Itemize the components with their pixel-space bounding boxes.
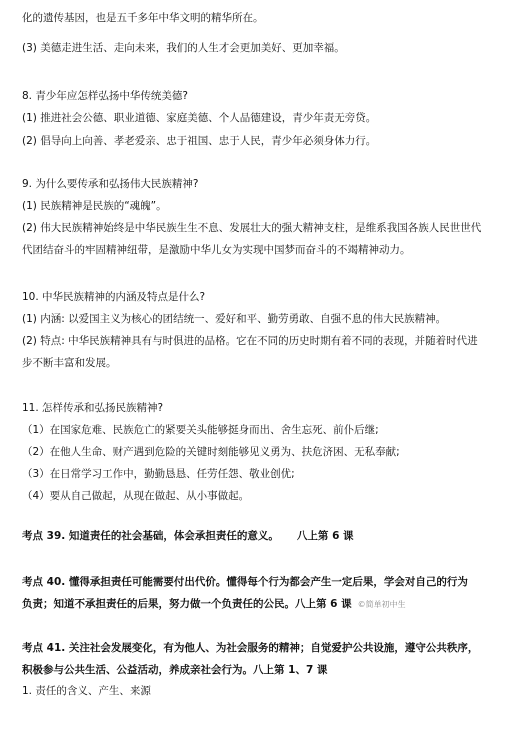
text-line: (3) 美德走进生活、走向未来，我们的人生才会更加美好、更加幸福。 bbox=[22, 42, 345, 54]
answer-9-2: (2) 伟大民族精神始终是中华民族生生不息、发展壮大的强大精神支柱，是维系我国各族人民世世代 bbox=[22, 222, 482, 234]
exam-point-41: 考点 41. 关注社会发展变化，有为他人、为社会服务的精神；自觉爱护公共设施，遵守公共秩序， bbox=[22, 642, 479, 654]
subheading-responsibility: 1. 责任的含义、产生、来源 bbox=[22, 685, 151, 697]
watermark: ©简单初中生 bbox=[357, 600, 406, 609]
text-line: 化的遗传基因，也是五千多年中华文明的精华所在。 bbox=[22, 12, 264, 24]
exam-point-40-text: 负责；知道不承担责任的后果，努力做一个负责任的公民。八上第 6 课 bbox=[22, 598, 352, 610]
answer-11-3: （3）在日常学习工作中，勤勤恳恳、任劳任怨、敬业创优; bbox=[22, 468, 295, 480]
answer-9-1: (1) 民族精神是民族的“魂魄”。 bbox=[22, 200, 167, 212]
exam-point-39-text: 考点 39. 知道责任的社会基础，体会承担责任的意义。 bbox=[22, 530, 279, 542]
exam-point-41-cont: 积极参与公共生活、公益活动，养成亲社会行为。八上第 1、7 课 bbox=[22, 664, 328, 676]
answer-9-2-cont: 代团结奋斗的牢固精神纽带，是激励中华儿女为实现中国梦而奋斗的不竭精神动力。 bbox=[22, 244, 411, 256]
answer-10-2: (2) 特点: 中华民族精神具有与时俱进的品格。它在不同的历史时期有着不同的表现，并随着时代进 bbox=[22, 335, 478, 347]
answer-8-1: (1) 推进社会公德、职业道德、家庭美德、个人品德建设，青少年责无旁贷。 bbox=[22, 112, 377, 124]
question-9: 9. 为什么要传承和弘扬伟大民族精神? bbox=[22, 178, 199, 190]
answer-11-4: （4）要从自己做起，从现在做起、从小事做起。 bbox=[22, 490, 250, 502]
answer-11-1: （1）在国家危难、民族危亡的紧要关头能够挺身而出、舍生忘死、前仆后继; bbox=[22, 424, 379, 436]
answer-8-2: (2) 倡导向上向善、孝老爱亲、忠于祖国、忠于人民，青少年必须身体力行。 bbox=[22, 135, 377, 147]
question-11: 11. 怎样传承和弘扬民族精神? bbox=[22, 402, 164, 414]
exam-point-39-ref: 八上第 6 课 bbox=[296, 530, 354, 542]
question-8: 8. 青少年应怎样弘扬中华传统美德? bbox=[22, 90, 188, 102]
answer-10-1: (1) 内涵: 以爱国主义为核心的团结统一、爱好和平、勤劳勇敢、自强不息的伟大民族精神。 bbox=[22, 313, 447, 325]
question-10: 10. 中华民族精神的内涵及特点是什么? bbox=[22, 291, 206, 303]
answer-11-2: （2）在他人生命、财产遇到危险的关键时刻能够见义勇为、扶危济困、无私奉献; bbox=[22, 446, 400, 458]
answer-10-2-cont: 步不断丰富和发展。 bbox=[22, 357, 117, 369]
exam-point-40-cont bbox=[22, 597, 508, 612]
exam-point-40: 考点 40. 懂得承担责任可能需要付出代价。懂得每个行为都会产生一定后果，学会对自己的行为 bbox=[22, 576, 468, 588]
exam-point-39 bbox=[22, 529, 508, 543]
